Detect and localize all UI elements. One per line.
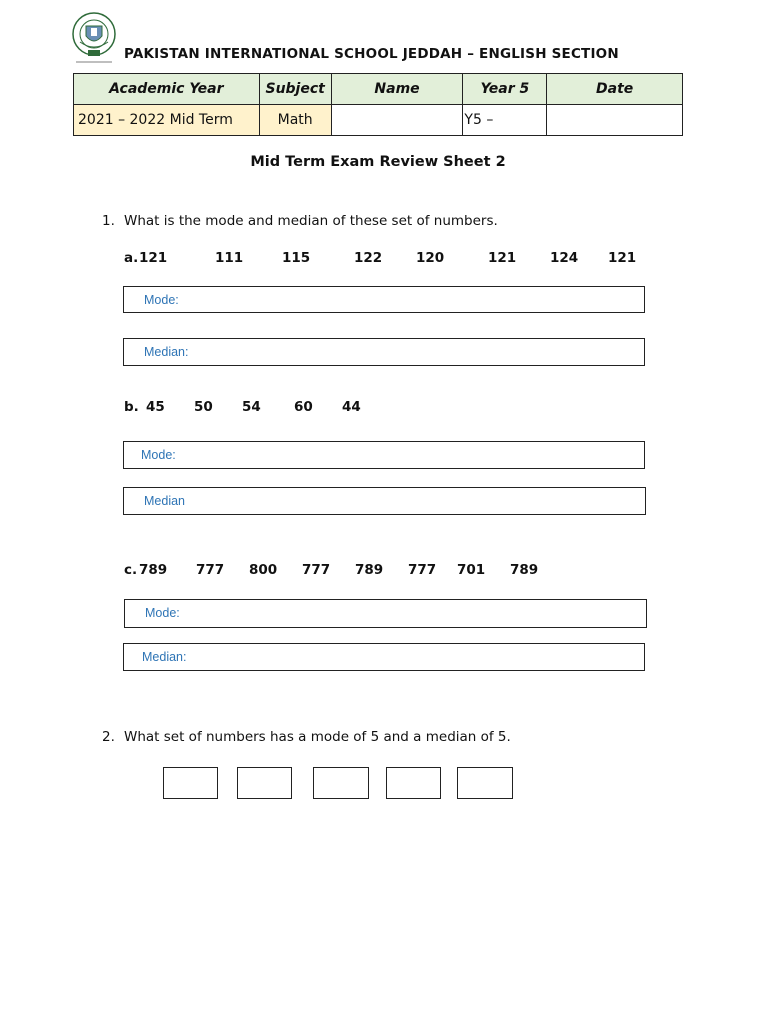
number: 54 xyxy=(242,399,261,415)
mode-label: Mode: xyxy=(141,448,176,462)
school-name: PAKISTAN INTERNATIONAL SCHOOL JEDDAH – ENGLISH SECTION xyxy=(124,46,619,62)
info-table-header-row xyxy=(74,74,683,105)
question-1-number: 1. xyxy=(102,213,115,229)
number: 789 xyxy=(510,562,539,578)
part-b-median-box[interactable] xyxy=(123,487,646,515)
part-b-label: b. xyxy=(124,399,139,415)
part-a-numbers xyxy=(124,250,644,268)
cell-subject: Math xyxy=(259,105,331,136)
part-a-median-box[interactable] xyxy=(123,338,645,366)
number: 45 xyxy=(146,399,165,415)
number: 44 xyxy=(342,399,361,415)
part-c-numbers xyxy=(124,562,564,580)
mode-label: Mode: xyxy=(145,606,180,620)
number: 120 xyxy=(416,250,445,266)
answer-square-1[interactable] xyxy=(163,767,218,799)
info-table-row xyxy=(74,105,683,136)
question-1-text: What is the mode and median of these set of numbers. xyxy=(124,213,498,229)
cell-name[interactable] xyxy=(331,105,463,136)
number: 60 xyxy=(294,399,313,415)
question-2-text: What set of numbers has a mode of 5 and a median of 5. xyxy=(124,729,511,745)
header-date: Date xyxy=(547,74,683,105)
answer-square-4[interactable] xyxy=(386,767,441,799)
answer-square-2[interactable] xyxy=(237,767,292,799)
number: 115 xyxy=(282,250,311,266)
question-1 xyxy=(102,213,498,229)
header-academic-year: Academic Year xyxy=(74,74,260,105)
cell-year[interactable]: Y5 – xyxy=(463,105,547,136)
info-table xyxy=(73,73,683,136)
answer-square-3[interactable] xyxy=(313,767,369,799)
median-label: Median: xyxy=(142,650,187,664)
header-year: Year 5 xyxy=(463,74,547,105)
cell-academic-year: 2021 – 2022 Mid Term xyxy=(74,105,260,136)
question-2 xyxy=(102,729,511,745)
number: 777 xyxy=(408,562,437,578)
number: 121 xyxy=(139,250,168,266)
number: 701 xyxy=(457,562,486,578)
number: 777 xyxy=(196,562,225,578)
number: 789 xyxy=(139,562,168,578)
median-label: Median xyxy=(144,494,185,508)
part-b-numbers xyxy=(124,399,424,417)
question-2-number: 2. xyxy=(102,729,115,745)
number: 121 xyxy=(488,250,517,266)
median-label: Median: xyxy=(144,345,189,359)
part-c-median-box[interactable] xyxy=(123,643,645,671)
number: 121 xyxy=(608,250,637,266)
part-a-mode-box[interactable] xyxy=(123,286,645,313)
part-a-label: a. xyxy=(124,250,139,266)
number: 777 xyxy=(302,562,331,578)
number: 111 xyxy=(215,250,244,266)
part-c-mode-box[interactable] xyxy=(124,599,647,628)
number: 50 xyxy=(194,399,213,415)
school-crest-icon xyxy=(70,12,118,66)
header-name: Name xyxy=(331,74,463,105)
number: 800 xyxy=(249,562,278,578)
cell-date[interactable] xyxy=(547,105,683,136)
number: 122 xyxy=(354,250,383,266)
part-c-label: c. xyxy=(124,562,138,578)
number: 124 xyxy=(550,250,579,266)
number: 789 xyxy=(355,562,384,578)
part-b-mode-box[interactable] xyxy=(123,441,645,469)
header-subject: Subject xyxy=(259,74,331,105)
mode-label: Mode: xyxy=(144,293,179,307)
sheet-title: Mid Term Exam Review Sheet 2 xyxy=(250,154,506,170)
answer-square-5[interactable] xyxy=(457,767,513,799)
